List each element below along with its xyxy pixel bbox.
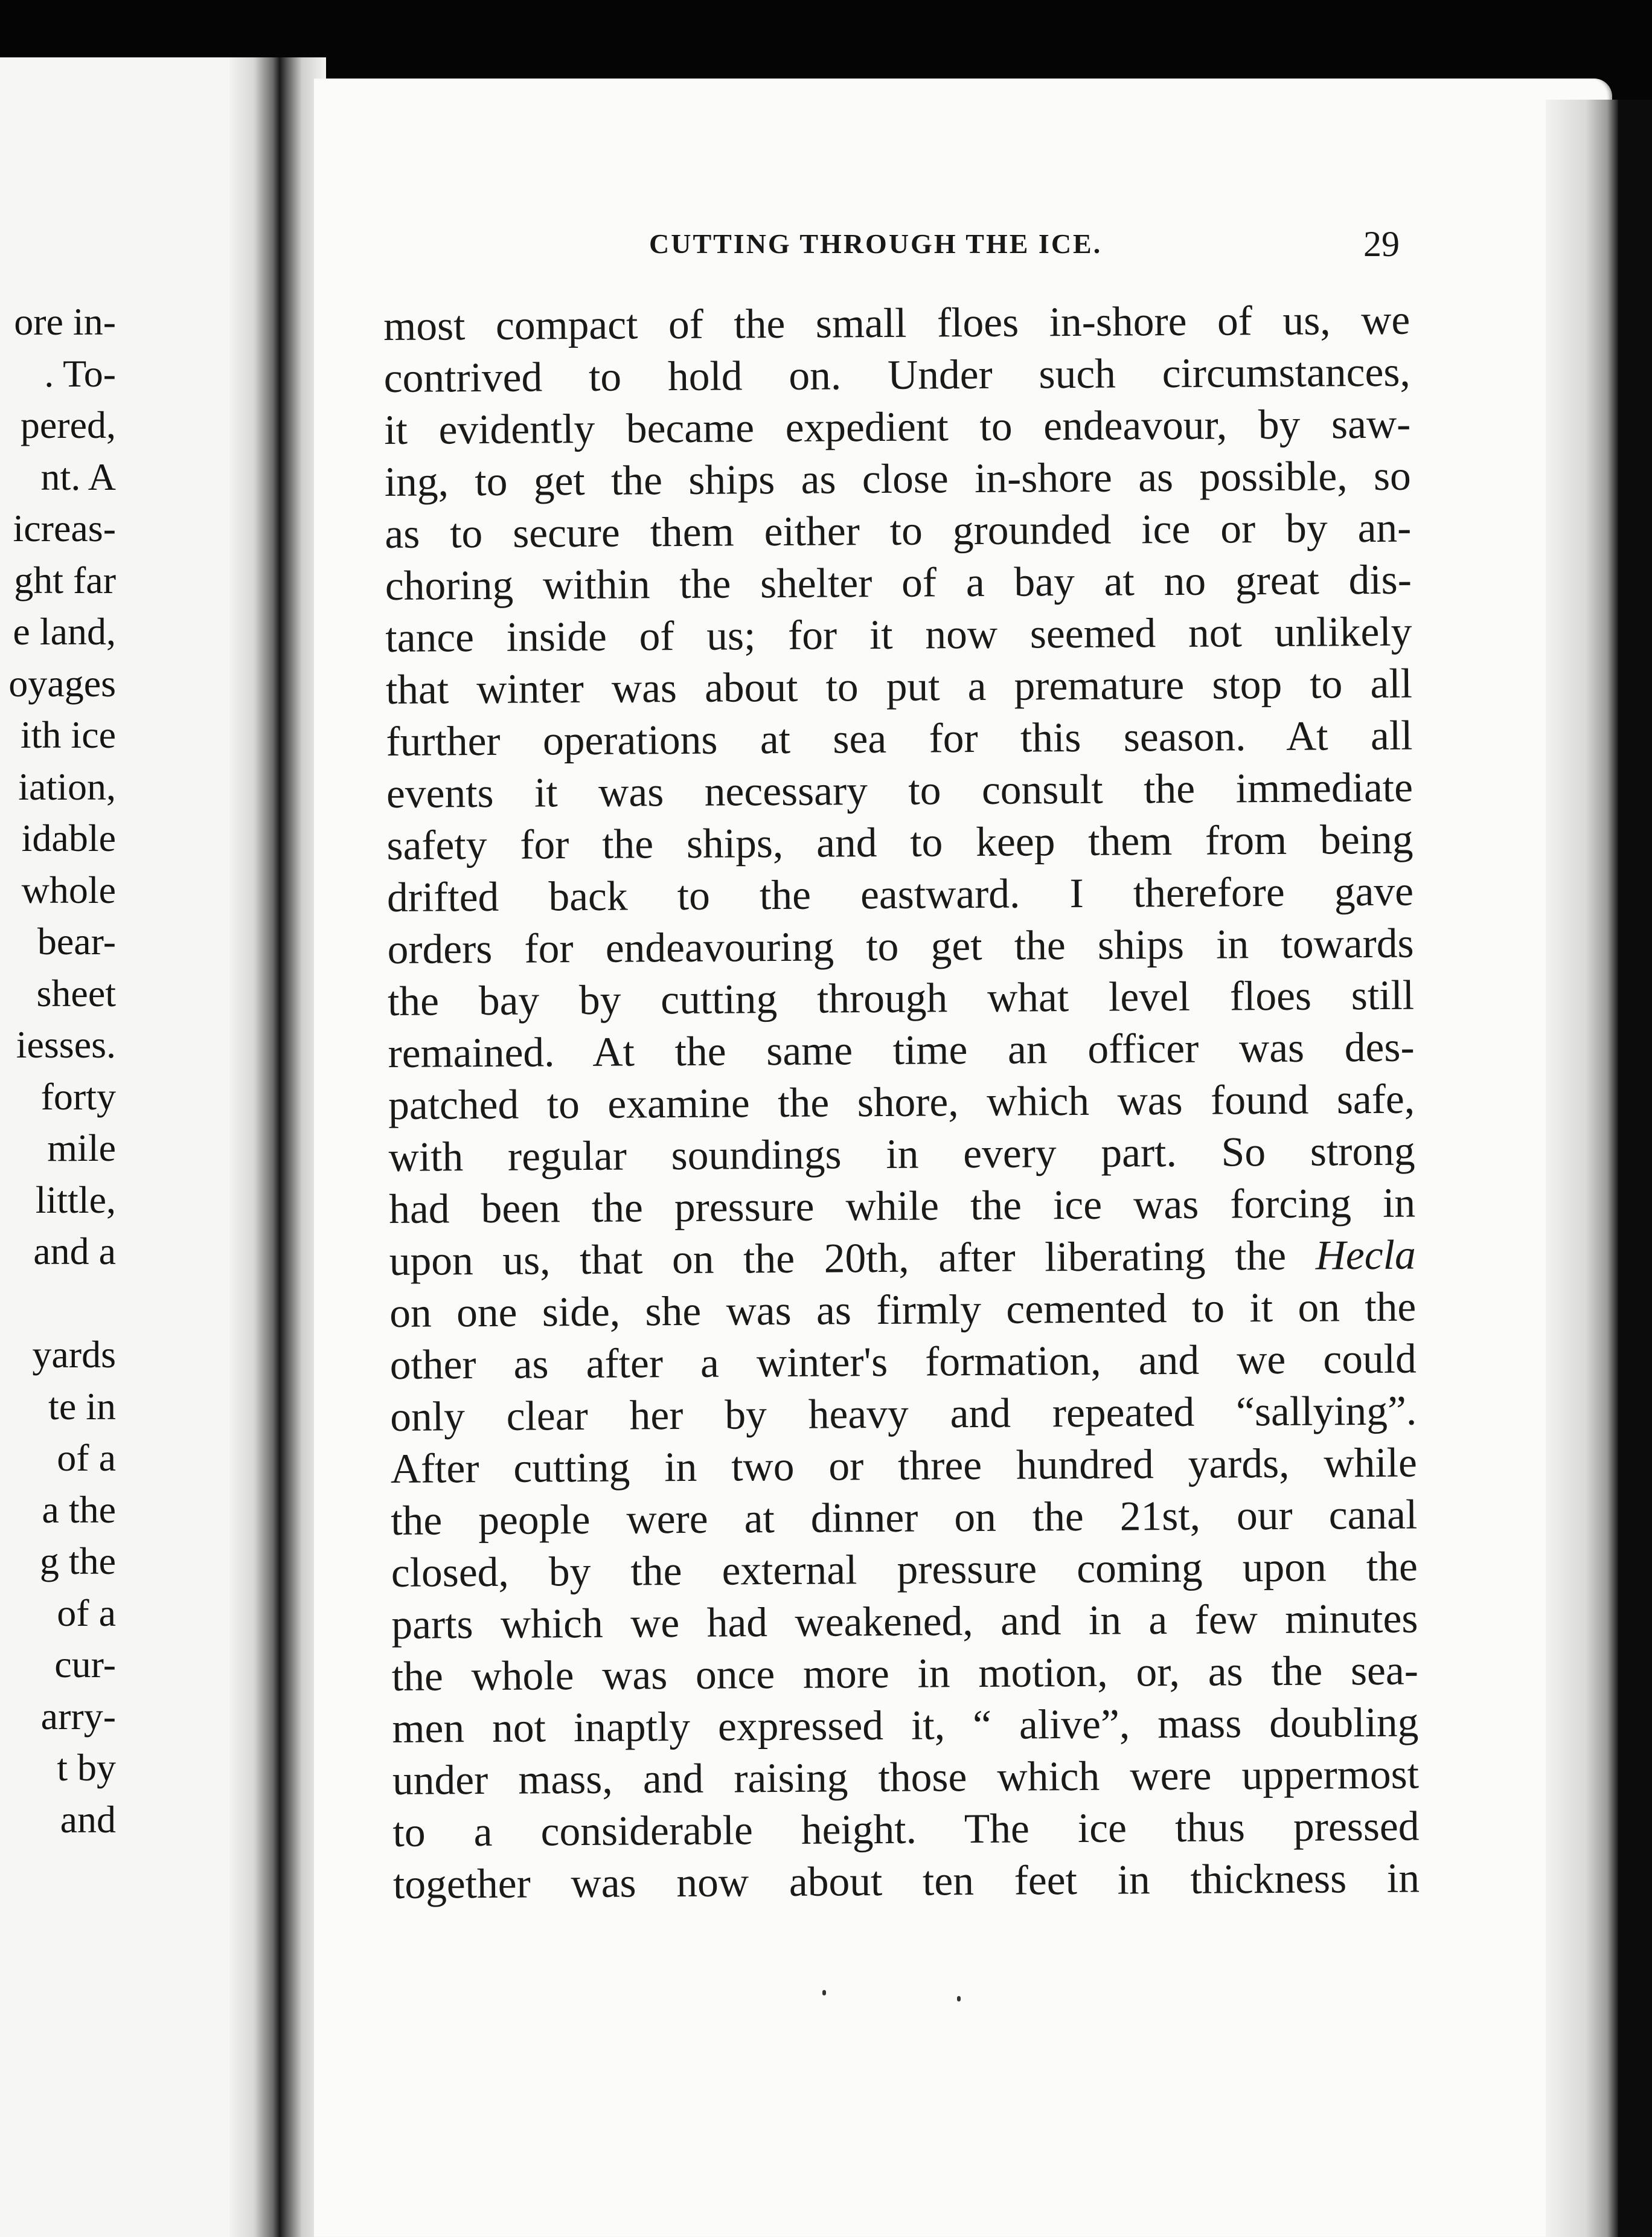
text-line: together was now about ten feet in thickness in (392, 1855, 1420, 1908)
text-line: men not inaptly expressed it, “ alive”, mass doubling (392, 1699, 1419, 1752)
text-line: upon us, that on the 20th, after liberating the Hecla (389, 1231, 1416, 1285)
text-line: most compact of the small floes in-shore of us, we (383, 297, 1410, 350)
facing-page-line-fragment: iesses. (16, 1023, 116, 1066)
text-line: events it was necessary to consult the immediate (386, 764, 1413, 817)
running-head: CUTTING THROUGH THE ICE. (649, 228, 1103, 259)
facing-page-line-fragment: of a (57, 1591, 116, 1634)
text-line: safety for the ships, and to keep them from being (386, 816, 1413, 869)
facing-page-line-fragment: bear- (37, 920, 116, 963)
text-line: parts which we had weakened, and in a few minutes (391, 1595, 1418, 1648)
text-line: the people were at dinner on the 21st, our canal (391, 1491, 1418, 1544)
text-line: had been the pressure while the ice was forcing in (388, 1179, 1416, 1233)
facing-page-line-fragment: and a (33, 1230, 116, 1273)
page-edge-shadow (1546, 100, 1618, 2237)
text-line: to a considerable height. The ice thus pressed (392, 1803, 1420, 1856)
text-line: as to secure them either to grounded ice or by an- (385, 504, 1412, 557)
text-line: After cutting in two or three hundred yards, while (390, 1439, 1418, 1492)
facing-page-line-fragment: yards (32, 1333, 116, 1376)
facing-page-line-fragment: te in (48, 1384, 116, 1428)
facing-page-line-fragment (0, 1277, 116, 1329)
text-line: further operations at sea for this season. At all (386, 712, 1413, 765)
stray-ink-mark (822, 1990, 826, 1995)
page-number: 29 (1363, 224, 1400, 264)
facing-page-line-fragment: little, (35, 1178, 116, 1221)
facing-page-line-fragment: oyages (8, 661, 116, 705)
facing-page-line-fragment: iation, (18, 765, 116, 808)
text-line: that winter was about to put a premature stop to all (385, 660, 1413, 713)
facing-page-line-fragment: of a (57, 1436, 116, 1479)
facing-page-line-fragment: t by (57, 1746, 116, 1789)
facing-page-line-fragment: whole (21, 868, 116, 911)
facing-page-line-fragment: nt. A (40, 455, 116, 498)
facing-page-line-fragment: ith ice (20, 713, 116, 756)
facing-page-line-fragment: pered, (20, 403, 116, 446)
text-line: drifted back to the eastward. I therefore gave (386, 868, 1414, 921)
book-gutter (229, 57, 326, 2237)
text-line: on one side, she was as firmly cemented to it on the (389, 1283, 1417, 1337)
ship-name: Hecla (1315, 1231, 1416, 1279)
facing-page-line-fragment: forty (40, 1074, 116, 1118)
facing-page-line-fragment: idable (21, 817, 116, 859)
text-line: tance inside of us; for it now seemed not unlikely (385, 608, 1412, 661)
text-line: remained. At the same time an officer was des- (388, 1024, 1415, 1077)
text-line: closed, by the external pressure coming upon the (391, 1543, 1418, 1596)
facing-page-line-fragment: g the (39, 1539, 116, 1582)
text-line: contrived to hold on. Under such circumstances, (383, 348, 1410, 402)
facing-page-text (0, 296, 116, 1845)
facing-page-line-fragment: ore in- (14, 300, 116, 343)
text-line: only clear her by heavy and repeated “sallying”. (390, 1387, 1417, 1440)
facing-page-line-fragment: a the (42, 1488, 116, 1531)
text-line: ing, to get the ships as close in-shore as possible, so (384, 452, 1412, 505)
facing-page-line-fragment: mile (47, 1126, 116, 1169)
facing-page-line-fragment: ght far (14, 558, 116, 602)
facing-page-line-fragment: cur- (54, 1643, 116, 1686)
body-text (383, 295, 1420, 1911)
stray-ink-mark (957, 1996, 961, 2001)
text-line: the whole was once more in motion, or, as the sea- (391, 1647, 1419, 1700)
text-line: orders for endeavouring to get the ships in towards (387, 920, 1414, 973)
text-line: it evidently became expedient to endeavour, by saw- (384, 400, 1411, 454)
facing-page-line-fragment: arry- (40, 1694, 116, 1738)
facing-page-line-fragment: icreas- (13, 507, 116, 550)
facing-page-line-fragment: sheet (36, 971, 116, 1015)
facing-page-line-fragment: . To- (44, 351, 116, 395)
text-line: under mass, and raising those which were uppermost (392, 1751, 1420, 1804)
text-line: with regular soundings in every part. So strong (388, 1128, 1415, 1181)
text-line: other as after a winter's formation, and we could (389, 1335, 1417, 1388)
text-line: patched to examine the shore, which was found safe, (388, 1076, 1415, 1129)
text-line: choring within the shelter of a bay at no great dis- (385, 556, 1412, 609)
facing-page-line-fragment: e land, (13, 610, 116, 653)
text-line: the bay by cutting through what level floes still (387, 972, 1415, 1025)
facing-page-line-fragment: and (60, 1797, 116, 1841)
